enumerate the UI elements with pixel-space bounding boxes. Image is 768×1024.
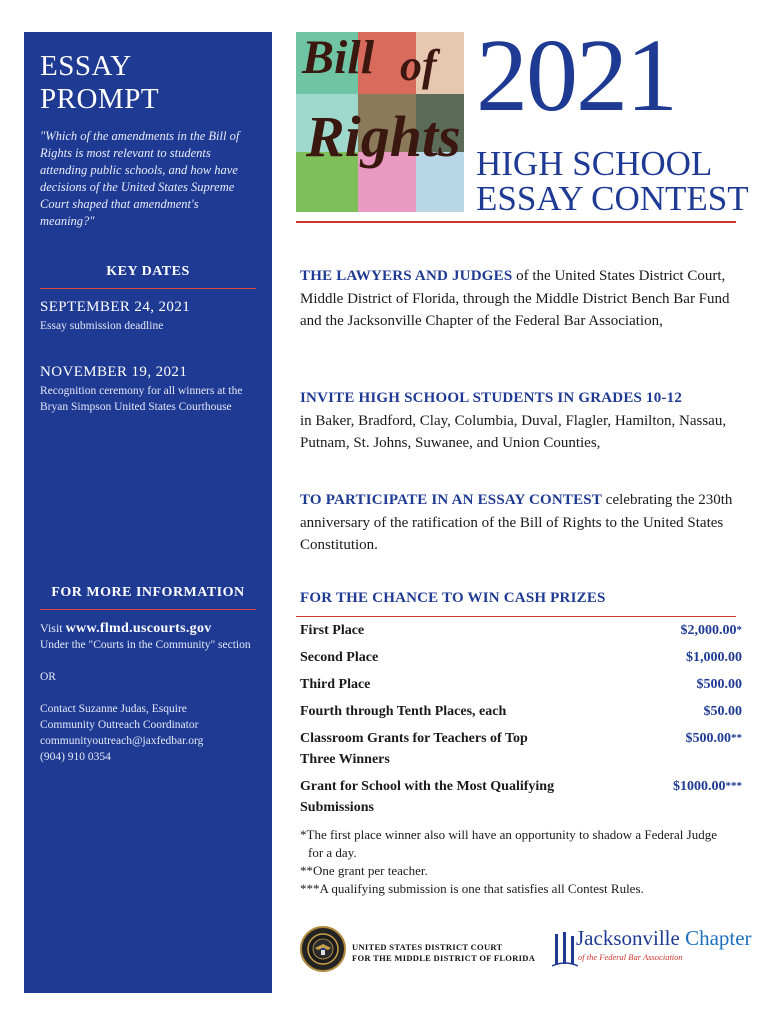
bill-of-rights-collage <box>296 32 464 212</box>
court-line1: UNITED STATES DISTRICT COURT <box>352 942 503 952</box>
court-line2: FOR THE MIDDLE DISTRICT OF FLORIDA <box>352 953 536 963</box>
divider <box>40 609 256 610</box>
prize-amount <box>673 776 742 822</box>
prize-label: Fourth through Tenth Places, each <box>300 704 507 719</box>
date-description: Essay submission deadline <box>40 320 164 332</box>
essay-prompt-text: "Which of the amendments in the Bill of Rights is most relevant to students attending public schools, and how have decisions of the United States Supreme Court shaped that amendment's meaning?" <box>40 129 240 228</box>
prize-amount-value: $1,000.00 <box>686 650 742 665</box>
contest-title-line1: HIGH SCHOOL <box>476 144 713 183</box>
prize-label: Grant for School with the Most Qualifying Submissions <box>300 779 555 815</box>
column-icon <box>552 930 578 970</box>
prize-amount <box>704 701 743 728</box>
prize-amount-value: $500.00 <box>696 677 742 692</box>
header-divider <box>296 221 736 223</box>
footnote: for a day. <box>308 845 357 860</box>
prizes-divider <box>296 616 736 617</box>
prize-row <box>300 701 742 728</box>
invite-lead: INVITE HIGH SCHOOL STUDENTS IN GRADES 10-12 <box>300 390 683 406</box>
contact-title: Community Outreach Coordinator <box>40 719 199 731</box>
prize-amount <box>686 647 742 674</box>
prize-amount <box>686 728 743 776</box>
prize-amount-value: $500.00 <box>685 731 731 746</box>
key-dates-section <box>40 264 256 445</box>
participate-text: celebrating the 230th anniversary of the ratification of the Bill of Rights to the United States Constitution. <box>300 492 733 553</box>
date-item <box>40 364 256 415</box>
prize-amount <box>681 620 743 647</box>
contact-phone: (904) 910 0354 <box>40 751 111 763</box>
collage-text: of <box>400 41 437 90</box>
more-info-section <box>40 585 256 765</box>
prize-footnote-mark: * <box>736 624 742 636</box>
jax-subtitle: of the Federal Bar Association <box>578 952 683 962</box>
prize-amount-value: $2,000.00 <box>680 623 737 638</box>
prize-label: First Place <box>300 623 365 638</box>
or-text: OR <box>40 671 56 683</box>
date-item <box>40 299 256 334</box>
eagle-icon <box>306 932 340 966</box>
footnote: *The first place winner also will have an opportunity to shadow a Federal Judge <box>300 827 717 842</box>
prize-amount-value: $50.00 <box>703 704 742 719</box>
intro-text: of the United States District Court, Middle District of Florida, through the Middle District Bench Bar Fund and the Jacksonville Chapter of the Federal Bar Association, <box>300 268 730 329</box>
contest-year: 2021 <box>476 18 676 133</box>
prize-amount <box>697 674 743 701</box>
prizes-heading: FOR THE CHANCE TO WIN CASH PRIZES <box>300 590 606 606</box>
collage-text: Bill <box>302 32 375 84</box>
jax-name-text: Jacksonville <box>576 926 680 950</box>
more-info-heading: FOR MORE INFORMATION <box>51 585 245 600</box>
visit-note: Under the "Courts in the Community" section <box>40 639 251 651</box>
contact-email-link[interactable]: communityoutreach@jaxfedbar.org <box>40 735 204 747</box>
prize-row <box>300 728 742 776</box>
divider <box>40 288 256 289</box>
essay-prompt-title: ESSAY PROMPT <box>40 50 160 115</box>
footnote: **One grant per teacher. <box>300 863 428 878</box>
prize-footnote-mark: *** <box>725 780 742 792</box>
footnotes <box>300 826 750 898</box>
prize-label: Second Place <box>300 650 379 665</box>
intro-paragraph <box>300 265 740 333</box>
participate-paragraph <box>300 489 740 557</box>
contact-name: Contact Suzanne Judas, Esquire <box>40 703 187 715</box>
date-title: SEPTEMBER 24, 2021 <box>40 299 191 315</box>
key-dates-heading: KEY DATES <box>106 264 190 279</box>
footnote: ***A qualifying submission is one that satisfies all Contest Rules. <box>300 881 644 896</box>
jacksonville-chapter-logo <box>552 926 752 972</box>
court-name <box>352 942 535 964</box>
jax-chapter-text: Chapter <box>685 926 752 950</box>
invite-paragraph <box>300 387 740 455</box>
participate-lead: TO PARTICIPATE IN AN ESSAY CONTEST <box>300 492 603 508</box>
prize-label: Classroom Grants for Teachers of Top Three Winners <box>300 731 528 767</box>
court-seal-icon <box>300 926 346 972</box>
prize-table <box>300 620 742 822</box>
prize-footnote-mark: ** <box>731 732 742 744</box>
sidebar <box>24 32 272 993</box>
website-link[interactable]: www.flmd.uscourts.gov <box>65 621 212 636</box>
prize-row <box>300 674 742 701</box>
prize-row <box>300 647 742 674</box>
jax-name <box>576 926 752 951</box>
prize-row <box>300 776 742 822</box>
date-description: Recognition ceremony for all winners at the Bryan Simpson United States Courthouse <box>40 385 243 413</box>
contest-title-line2: ESSAY CONTEST <box>476 179 749 218</box>
intro-lead: THE LAWYERS AND JUDGES <box>300 268 513 284</box>
collage-text: Rights <box>306 104 461 169</box>
visit-line <box>40 620 256 637</box>
prize-label: Third Place <box>300 677 371 692</box>
prize-amount-value: $1000.00 <box>673 779 726 794</box>
date-title: NOVEMBER 19, 2021 <box>40 364 188 380</box>
invite-text: in Baker, Bradford, Clay, Columbia, Duval, Flagler, Hamilton, Nassau, Putnam, St. Johns, Suwanee, and Union Counties, <box>300 412 727 451</box>
visit-prefix: Visit <box>40 621 63 635</box>
prize-row <box>300 620 742 647</box>
